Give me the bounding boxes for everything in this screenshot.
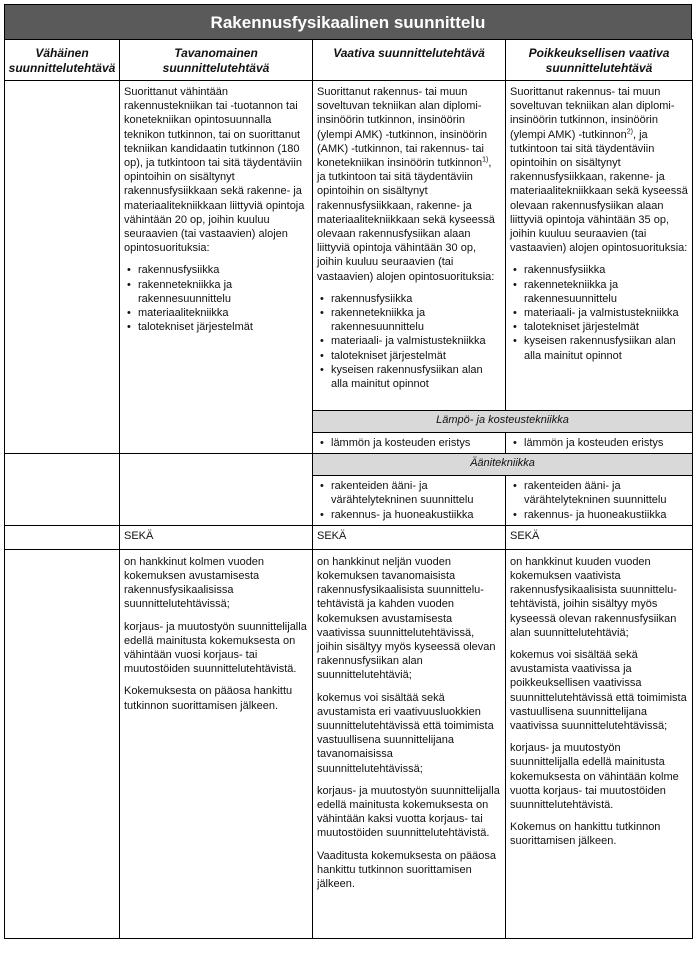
aani-vaativa-cell (313, 476, 506, 526)
lampo-vaativa-cell (313, 433, 506, 454)
vaativa-education-list (317, 292, 501, 391)
aani-heading: Äänitekniikka (313, 454, 693, 476)
experience-paragraph: Kokemuksesta on pääosa hankittu tutkinnon suorittamisen jälkeen. (124, 685, 293, 712)
seka-vahainen-cell (5, 525, 120, 549)
list-item: • rakennusfysiikka (138, 263, 308, 277)
tavanomainen-education-list (124, 263, 308, 334)
list-item: • rakenteiden ääni- ja värähtelytekninen suunnittelu (524, 479, 688, 507)
tavanomainen-aani-cell (120, 454, 313, 526)
experience-paragraph: korjaus- ja muutostyön suunnittelijalla edellä mainitusta kokemuksesta on vähintään vuosi korjaus- tai muutostöiden suunnittelutehtävistä. (124, 620, 307, 676)
list-item: • rakenteiden ääni- ja värähtelytekninen suunnittelu (331, 479, 501, 507)
poikkeuksellisen-education-list (510, 263, 688, 362)
vahainen-aani-cell (5, 454, 120, 526)
list-item: • rakennetekniikka ja rakennesuunnittelu (138, 278, 308, 306)
experience-paragraph: on hankkinut kolmen vuoden kokemuksen avustamisesta rakennusfysikaalisissa suunnittelutehtävissä; (124, 555, 265, 611)
document-title: Rakennusfysikaalinen suunnittelu (4, 4, 692, 40)
aani-poikkeuksellisen-cell (506, 476, 693, 526)
requirements-table (4, 39, 693, 939)
experience-row (5, 549, 693, 938)
list-item: • talotekniset järjestelmät (138, 320, 308, 334)
list-item: • rakennus- ja huoneakustiikka (331, 508, 501, 522)
list-item: • materiaali- ja valmistustekniikka (524, 306, 688, 320)
tavanomainen-education-text: Suorittanut vähintään rakennustekniikan tai -tuotannon tai konetekniikan opintosuunnalla teknikon tutkinnon, tai on suorittanut tekniikan kandidaatin tutkinnon (180 op), ja tutkintoon tai sitä täydentäviin opintoihin on sisältynyt rakennusfysiikkaan sekä rakenne- ja materiaalitekniikkaan liittyviä opintoja vähintään 20 op, joihin kuuluu seuraavien (tai vastaavien) alojen opintosuorituksia: (124, 86, 305, 255)
list-item: • kyseisen rakennusfysiikan alan alla mainitut opinnot (331, 363, 501, 391)
lampo-poikkeuksellisen-cell (506, 433, 693, 454)
header-tavanomainen: Tavanomainen suunnittelutehtävä (120, 40, 313, 81)
tavanomainen-education-cell (120, 81, 313, 454)
poikkeuksellisen-education-text: Suorittanut rakennus- tai muun soveltuvan tekniikan alan diplomi-insinöörin tutkinnon, insinöörin (ylempi AMK) -tutkinnon$^{2)}$, ja tutkintoon tai sitä täydentäviin opintoihin on sisältynyt rakennusfysiikkaan, rakenne- ja materiaalitekniikkaan sekä kyseessä olevaan rakennusfysiikan alaan liittyviä opintoja vähintään 35 op, joihin kuuluu seuraavien (tai vastaavien) alojen opintosuorituksia: (510, 86, 688, 255)
list-item: • rakennusfysiikka (524, 263, 688, 277)
experience-poikkeuksellisen-cell (506, 549, 693, 938)
experience-paragraph: korjaus- ja muutostyön suunnittelijalla edellä mainitusta kokemuksesta on vähintään kolme vuotta korjaus- tai muutostöiden suunnittelutehtävistä. (510, 742, 679, 812)
experience-paragraph: Vaaditusta kokemuksesta on pääosa hankittu tutkinnon suorittamisen jälkeen. (317, 849, 496, 891)
list-item: • kyseisen rakennusfysiikan alan alla mainitut opinnot (524, 334, 688, 362)
list-item: • materiaalitekniikka (138, 306, 308, 320)
experience-paragraph: on hankkinut neljän vuoden kokemuksen tavanomaisista rakennusfysikaalisista suunnittelu-tehtävistä ja kahden vuoden kokemuksen avustamisesta vaativissa suunnittelutehtävissä, joihin sisältyy myös kyseessä olevan rakennusfysiikan alan suunnittelutehtäviä; (317, 555, 496, 682)
experience-paragraph: korjaus- ja muutostyön suunnittelijalla edellä mainitusta kokemuksesta on vähintään kaksi vuotta korjaus- tai muutostöiden suunnittelutehtävistä. (317, 784, 500, 840)
header-poikkeuksellisen: Poikkeuksellisen vaativa suunnittelutehtävä (506, 40, 693, 81)
seka-tavanomainen: SEKÄ (120, 525, 313, 549)
list-item: • rakennus- ja huoneakustiikka (524, 508, 688, 522)
list-item: • rakennetekniikka ja rakennesuunnittelu (331, 306, 501, 334)
experience-paragraph: kokemus voi sisältää sekä avustamista eri vaativuusluokkien suunnittelutehtävissä että toimimista vastuullisena suunnittelijana tavanomaisissa suunnittelutehtävissä; (317, 691, 494, 775)
experience-tavanomainen-cell (120, 549, 313, 938)
vahainen-education-cell (5, 81, 120, 454)
education-row (5, 81, 693, 411)
seka-poikkeuksellisen: SEKÄ (506, 525, 693, 549)
list-item: • talotekniset järjestelmät (331, 349, 501, 363)
experience-vaativa-cell (313, 549, 506, 938)
list-item: • lämmön ja kosteuden eristys (331, 436, 501, 450)
vaativa-education-text: Suorittanut rakennus- tai muun soveltuvan tekniikan alan diplomi-insinöörin tutkinnon, insinöörin (ylempi AMK) -tutkinnon, insinöörin (AMK) -tutkinnon, tai rakennus- tai konetekniikan insinöörin tutkinnon$^{1)}$, ja tutkintoon tai sitä täydentäviin opintoihin on sisältynyt rakennusfysiikkaan, rakenne- ja materiaalitekniikkaan sekä kyseessä olevaan rakennusfysiikan alaan liittyviä opintoja vähintään 30 op, joihin kuuluu seuraavien (tai vastaavien) alojen opintosuorituksia: (317, 86, 495, 283)
header-row (5, 40, 693, 81)
list-item: • lämmön ja kosteuden eristys (524, 436, 688, 450)
lampo-heading: Lämpö- ja kosteustekniikka (313, 411, 693, 433)
poikkeuksellisen-education-cell (506, 81, 693, 411)
experience-paragraph: kokemus voi sisältää sekä avustamista vaativissa ja poikkeuksellisen vaativissa suunnittelutehtävissä että toimimista vastuullisena suunnittelijana vaativissa suunnittelutehtävissä; (510, 649, 687, 733)
list-item: • rakennusfysiikka (331, 292, 501, 306)
list-item: • rakennetekniikka ja rakennesuunnittelu (524, 278, 688, 306)
experience-vahainen-cell (5, 549, 120, 938)
experience-paragraph: on hankkinut kuuden vuoden kokemuksen vaativista rakennusfysikaalisista suunnittelu-tehtävistä, joihin sisältyy myös kyseessä olevan rakennusfysiikan alan suunnittelutehtäviä; (510, 555, 677, 639)
vaativa-education-cell (313, 81, 506, 411)
experience-paragraph: Kokemus on hankittu tutkinnon suorittamisen jälkeen. (510, 821, 661, 848)
seka-row (5, 525, 693, 549)
list-item: • materiaali- ja valmistustekniikka (331, 334, 501, 348)
aani-heading-row (5, 454, 693, 476)
header-vahainen: Vähäinen suunnittelutehtävä (5, 40, 120, 81)
seka-vaativa: SEKÄ (313, 525, 506, 549)
list-item: • talotekniset järjestelmät (524, 320, 688, 334)
header-vaativa: Vaativa suunnittelutehtävä (313, 40, 506, 81)
